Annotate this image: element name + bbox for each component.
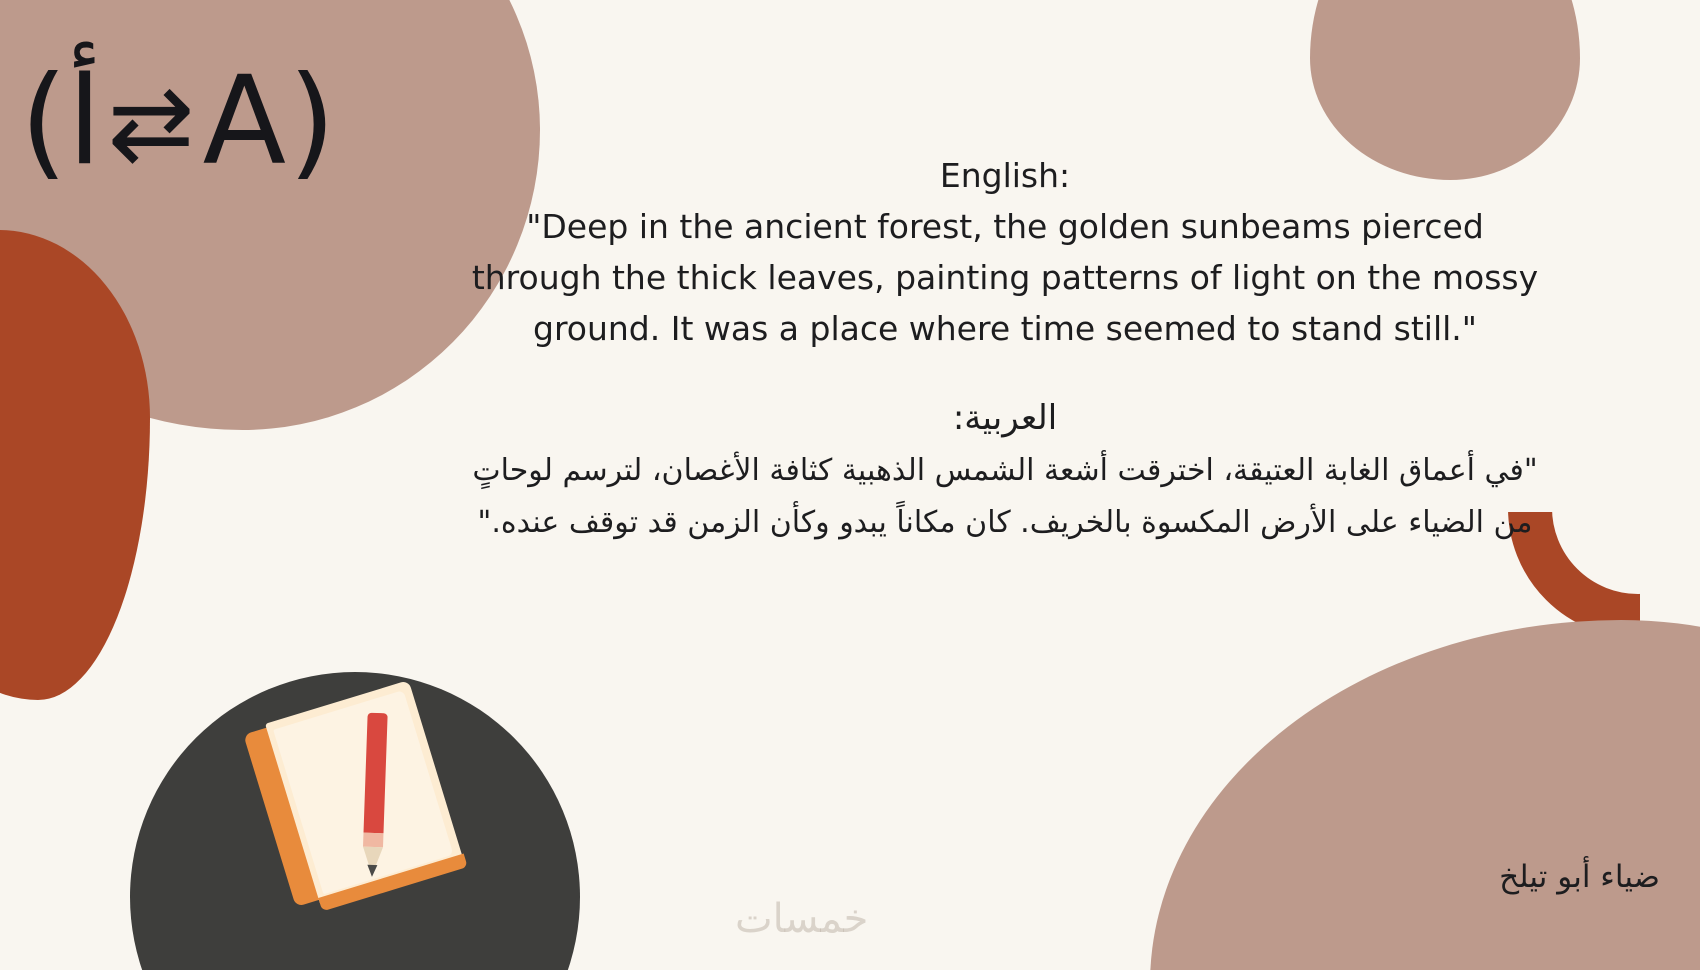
decor-wave-bottom-right — [1150, 620, 1700, 970]
translation-content — [470, 150, 1540, 550]
logo-left-paren: ( — [20, 50, 68, 192]
pencil-body — [363, 713, 387, 834]
logo-latin-letter: A — [202, 50, 289, 192]
logo-right-paren: ) — [288, 50, 336, 192]
author-signature: ضياء أبو تيلخ — [1499, 859, 1660, 895]
arabic-label: العربية: — [952, 397, 1058, 438]
english-paragraph: "Deep in the ancient forest, the golden sunbeams pierced through the thick leaves, painting patterns of light on the mossy ground. It was a place where time seemed to stand still." — [471, 207, 1539, 349]
translation-logo — [20, 50, 336, 192]
pencil-ferrule — [363, 833, 383, 848]
decor-arc-mask-right — [1640, 378, 1700, 648]
arabic-paragraph: "في أعماق الغابة العتيقة، اخترقت أشعة الشمس الذهبية كثافة الأغصان، لترسم لوحاتٍ من الضياء على الأرض المكسوة بالخريف. كان مكاناً يبدو وكأن الزمن قد توقف عنده." — [472, 452, 1538, 541]
logo-arabic-letter: أ — [67, 50, 102, 192]
bidirectional-arrows-icon: ⇄ — [107, 62, 197, 184]
english-label: English: — [939, 156, 1071, 195]
arabic-block — [470, 391, 1540, 550]
watermark-text: خمسات — [735, 896, 869, 942]
pencil-tip — [367, 865, 377, 877]
